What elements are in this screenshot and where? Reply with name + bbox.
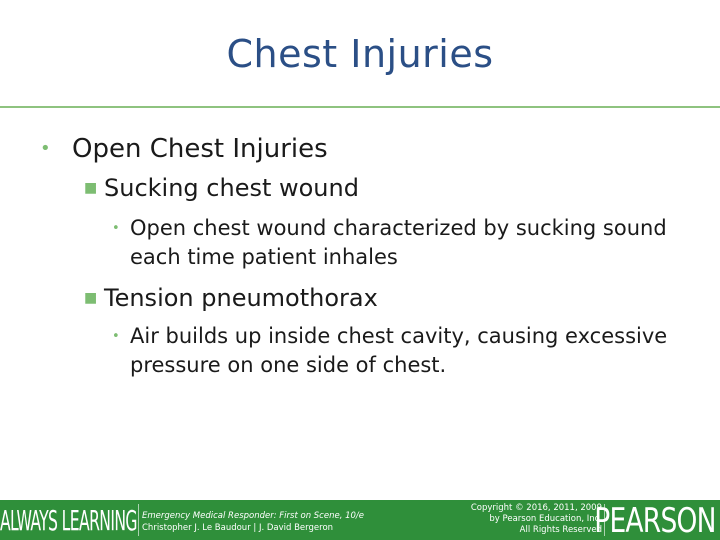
- bullet-text: Open Chest Injuries: [72, 134, 328, 164]
- bullet-text: Air builds up inside chest cavity, causing excessive pressure on one side of chest.: [130, 324, 668, 377]
- book-credit: [142, 510, 364, 534]
- copyright-notice: [471, 503, 602, 536]
- bullet-level2: [84, 172, 359, 204]
- bullet-level3: [112, 214, 670, 272]
- slide-title: Chest Injuries: [226, 32, 494, 76]
- copyright-line: All Rights Reserved: [519, 525, 602, 535]
- bullet-dot-icon: •: [40, 138, 51, 159]
- bullet-level3: [112, 322, 670, 380]
- book-authors: Christopher J. Le Baudour | J. David Bergeron: [142, 523, 334, 533]
- copyright-line: by Pearson Education, Inc.: [489, 514, 602, 524]
- bullet-dot-icon: •: [112, 329, 120, 344]
- title-divider: [0, 106, 720, 108]
- footer-bar: [0, 500, 720, 540]
- bullet-level1: [40, 132, 328, 166]
- bullet-level2: [84, 282, 378, 314]
- bullet-dot-icon: •: [112, 221, 120, 236]
- copyright-line: Copyright © 2016, 2011, 2009: [470, 503, 602, 513]
- always-learning-logo: ALWAYS LEARNING: [0, 504, 137, 537]
- bullet-text: Open chest wound characterized by sucking sound each time patient inhales: [130, 216, 667, 269]
- pearson-logo: PEARSON: [594, 501, 716, 540]
- book-title: Emergency Medical Responder: First on Scene, 10/e: [142, 511, 365, 521]
- bullet-text: Tension pneumothorax: [104, 284, 378, 312]
- footer-divider: [138, 504, 139, 536]
- bullet-square-icon: ■: [84, 290, 98, 306]
- bullet-text: Sucking chest wound: [104, 174, 359, 202]
- bullet-square-icon: ■: [84, 180, 98, 196]
